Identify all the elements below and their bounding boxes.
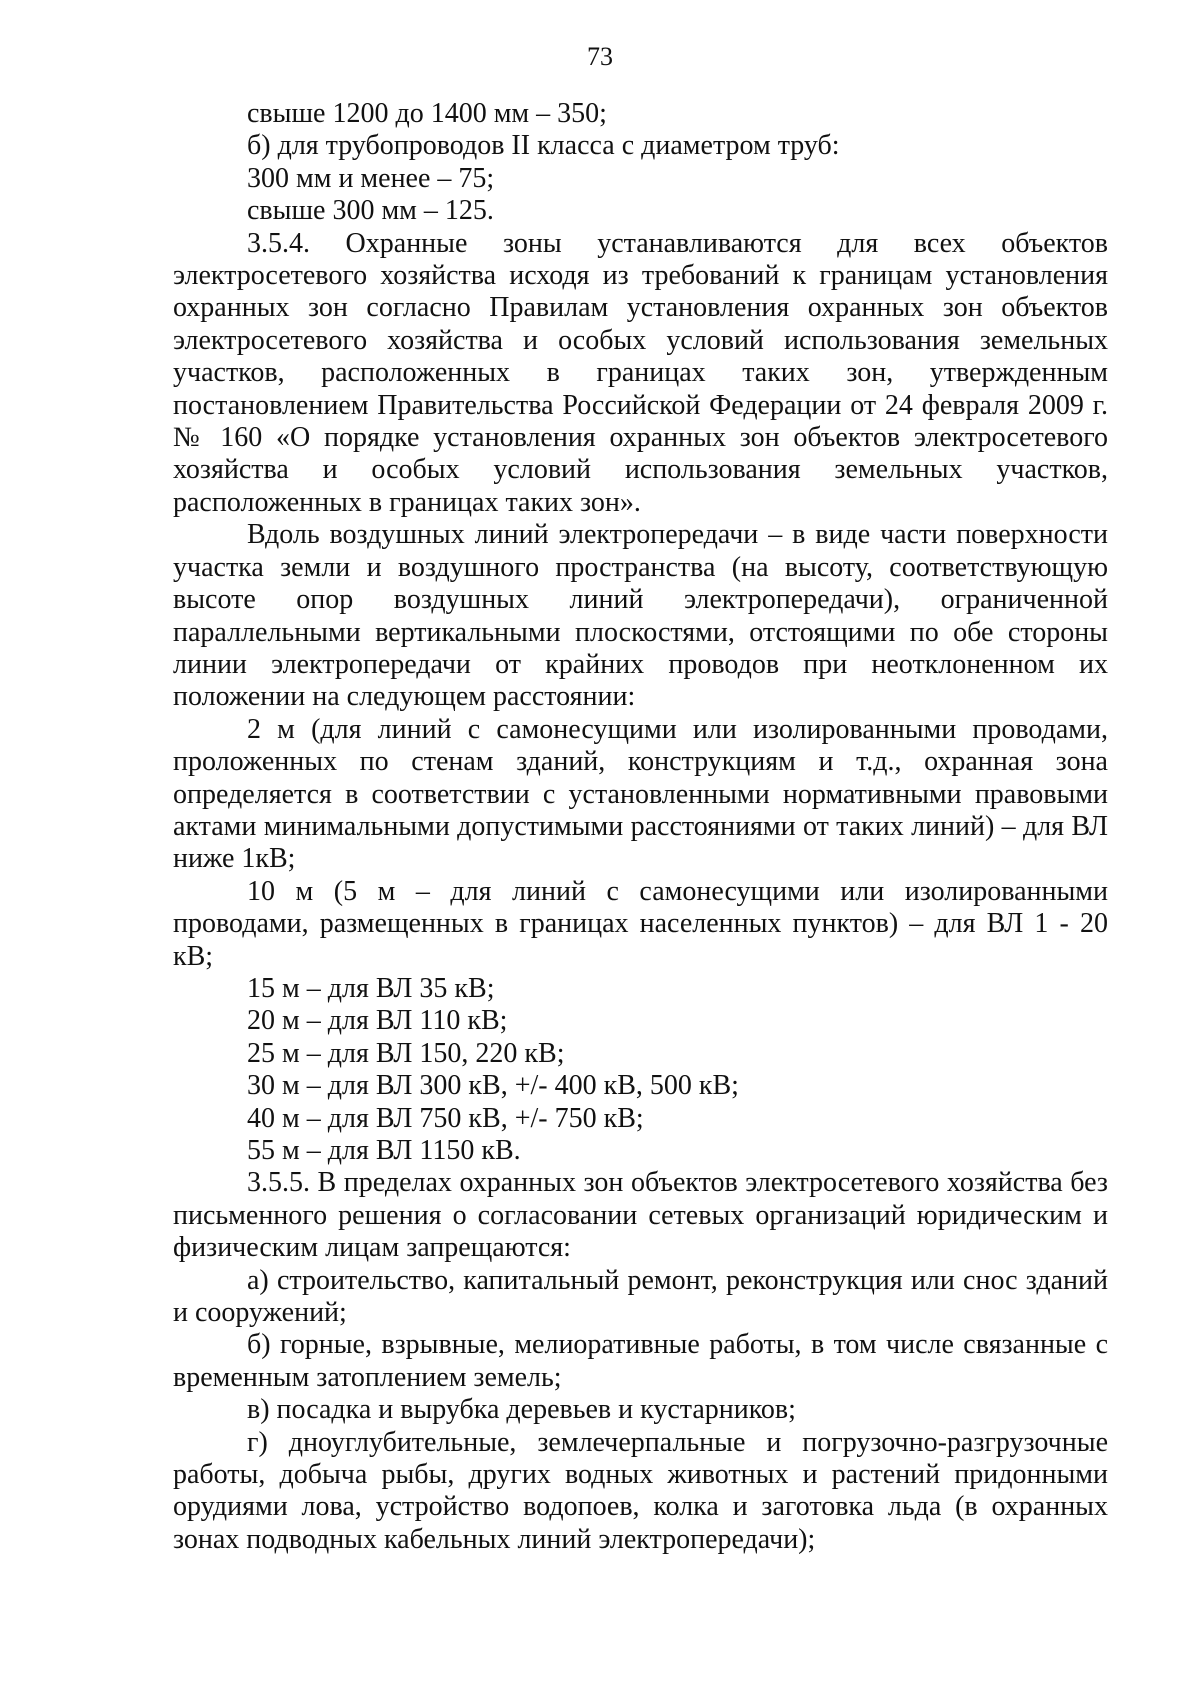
paragraph: свыше 1200 до 1400 мм – 350; xyxy=(247,98,607,129)
list-item: 40 м – для ВЛ 750 кВ, +/- 750 кВ; xyxy=(247,1102,644,1134)
list-item: 30 м – для ВЛ 300 кВ, +/- 400 кВ, 500 кВ; xyxy=(247,1070,739,1102)
paragraph: Вдоль воздушных линий электропередачи – в виде части поверхности участка земли и воздушного пространства (на высоту, соответствующую высоте опор воздушных линий электропередачи), ограниченной параллельными вертикальными плоскостями, отстоящими по обе стороны линии электропередачи от крайних проводов при неотклоненном их положении на следующем расстоянии: xyxy=(173,519,1108,713)
list-item: а) строительство, капитальный ремонт, реконструкция или снос зданий и сооружений; xyxy=(173,1264,1108,1329)
page-number: 73 xyxy=(587,42,613,71)
paragraph: 10 м (5 м – для линий с самонесущими или изолированными проводами, размещенных в границах населенных пунктов) – для ВЛ 1 - 20 кВ; xyxy=(173,875,1108,972)
list-item: г) дноуглубительные, землечерпальные и погрузочно-разгрузочные работы, добыча рыбы, других водных животных и растений придонными орудиями лова, устройство водопоев, колка и заготовка льда (в охранных зонах подводных кабельных линий электропередачи); xyxy=(173,1426,1108,1555)
paragraph-3-5-4: 3.5.4. Охранные зоны устанавливаются для всех объектов электросетевого хозяйства исходя из требований к границам установления охранных зон согласно Правилам установления охранных зон объектов электросетевого хозяйства и особых условий использования земельных участков, расположенных в границах таких зон, утвержденным постановлением Правительства Российской Федерации от 24 февраля 2009 г. № 160 «О порядке установления охранных зон объектов электросетевого хозяйства и особых условий использования земельных участков, расположенных в границах таких зон». xyxy=(173,227,1108,518)
list-item: 20 м – для ВЛ 110 кВ; xyxy=(247,1005,508,1037)
paragraph: 2 м (для линий с самонесущими или изолированными проводами, проложенных по стенам зданий, конструкциям и т.д., охранная зона определяется в соответствии с установленными нормативными правовыми актами минимальными допустимыми расстояниями от таких линий) – для ВЛ ниже 1кВ; xyxy=(173,713,1108,875)
paragraph: б) для трубопроводов II класса с диаметром труб: xyxy=(247,130,840,162)
page-body xyxy=(173,98,1108,1556)
paragraph-3-5-5: 3.5.5. В пределах охранных зон объектов электросетевого хозяйства без письменного решения о согласовании сетевых организаций юридическим и физическим лицам запрещаются: xyxy=(173,1167,1108,1264)
paragraph: свыше 300 мм – 125. xyxy=(247,195,494,227)
list-item: 55 м – для ВЛ 1150 кВ. xyxy=(247,1135,521,1166)
list-item: 15 м – для ВЛ 35 кВ; xyxy=(247,972,495,1004)
list-item: 25 м – для ВЛ 150, 220 кВ; xyxy=(247,1037,565,1069)
list-item: в) посадка и вырубка деревьев и кустарников; xyxy=(247,1394,796,1426)
paragraph: 300 мм и менее – 75; xyxy=(247,162,495,194)
list-item: б) горные, взрывные, мелиоративные работы, в том числе связанные с временным затоплением земель; xyxy=(173,1329,1108,1393)
